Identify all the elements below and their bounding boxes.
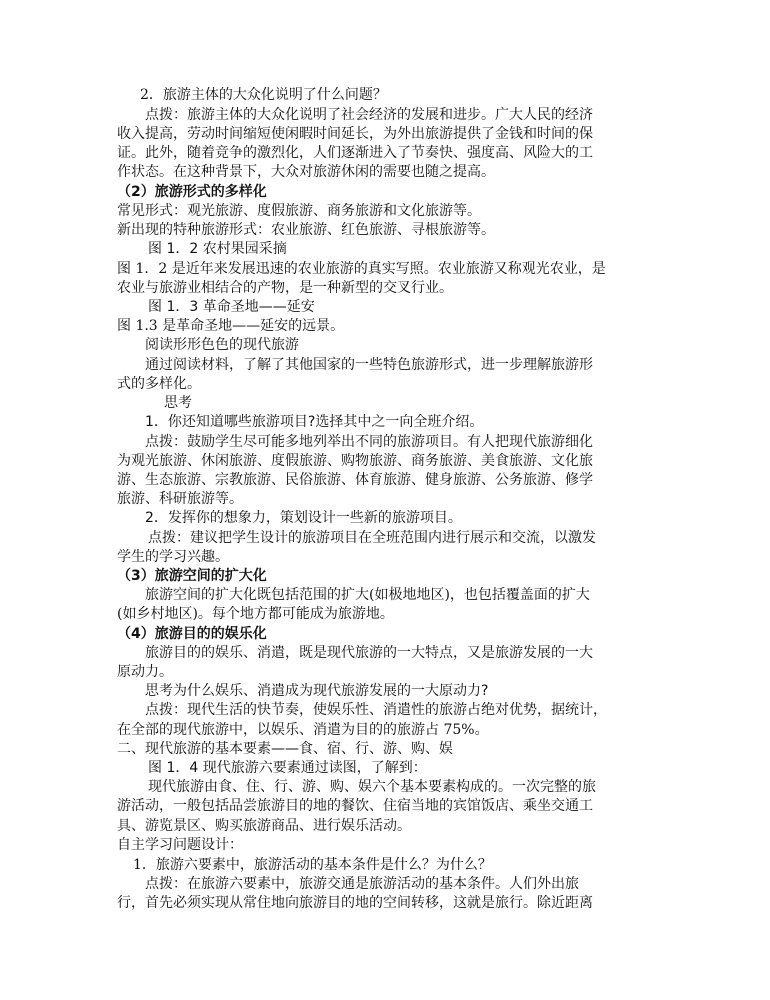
question-heading: 1．你还知道哪些旅游项目?选择其中之一向全班介绍。 [145,414,484,430]
text-line: 点拨：建议把学生设计的旅游项目在全班范围内进行展示和交流，以激发 [148,530,596,546]
section-heading: （2）旅游形式的多样化 [117,184,267,200]
text-line: 点拨：在旅游六要素中，旅游交通是旅游活动的基本条件。人们外出旅 [145,876,579,892]
text-line: 点拨：现代生活的快节奏，使娱乐性、消遣性的旅游占绝对优势，据统计， [145,702,607,718]
text-line: 旅游空间的扩大化既包括范围的扩大(如极地地区)，也包括覆盖面的扩大 [145,587,590,603]
text-line: 证。此外，随着竞争的激烈化，人们逐渐进入了节奏快、强度高、风险大的工 [117,145,593,161]
text-line: 思考 [164,395,192,411]
text-line: 2．旅游主体的大众化说明了什么问题？ [140,87,387,103]
text-line: 现代旅游由食、住、行、游、购、娱六个基本要素构成的。一次完整的旅 [148,779,596,795]
figure-caption: 图 1．2 农村果园采摘 [148,241,287,257]
text-line: 思考 [145,683,173,699]
text-line: 点拨：鼓励学生尽可能多地列举出不同的旅游项目。有人把现代旅游细化 [145,434,593,450]
question-heading: 为什么娱乐、消遣成为现代旅游发展的一大原动力? [173,683,489,699]
text-line: 点拨：旅游主体的大众化说明了社会经济的发展和进步。广大人民的经济 [145,107,593,123]
text-line: 旅游目的的娱乐、消遣，既是现代旅游的一大特点，又是旅游发展的一大 [145,645,593,661]
text-line: 行，首先必须实现从常住地向旅游目的地的空间转移，这就是旅行。除近距离 [117,895,593,911]
text-line: 具、游览景区、购买旅游商品、进行娱乐活动。 [117,818,411,834]
text-line: 式的多样化。 [117,376,201,392]
text-line: 常见形式：观光旅游、度假旅游、商务旅游和文化旅游等。 [117,203,481,219]
text-line: 学生的学习兴趣。 [117,549,229,565]
section-heading: 自主学习问题设计： [117,837,243,853]
text-line: 图 1.3 是革命圣地——延安的远景。 [117,318,345,334]
question-heading: 2．发挥你的想象力，策划设计一些新的旅游项目。 [145,510,462,526]
text-line: 1．旅游六要素中，旅游活动的基本条件是什么？为什么？ [133,857,492,873]
text-line: 原动力。 [117,664,173,680]
text-line: 收入提高，劳动时间缩短使闲暇时间延长，为外出旅游提供了金钱和时间的保 [117,126,593,142]
section-heading: （4）旅游目的的娱乐化 [117,626,267,642]
section-heading: 二、现代旅游的基本要素——食、宿、行、游、购、娱 [117,741,453,757]
section-heading: （3）旅游空间的扩大化 [117,568,267,584]
text-line: (如乡村地区)。每个地方都可能成为旅游地。 [117,606,394,622]
text-line: 为观光旅游、休闲旅游、度假旅游、购物旅游、商务旅游、美食旅游、文化旅 [117,453,593,469]
text-line: 通过阅读材料，了解了其他国家的一些特色旅游形式，进一步理解旅游形 [145,357,593,373]
text-line: 作状态。在这种背景下，大众对旅游休闲的需要也随之提高。 [117,164,495,180]
text-line: 阅读形形色色的现代旅游 [145,337,299,353]
text-line: 游活动，一般包括品尝旅游目的地的餐饮、住宿当地的宾馆饭店、乘坐交通工 [117,798,593,814]
text-line: 新出现的特种旅游形式：农业旅游、红色旅游、寻根旅游等。 [117,222,495,238]
text-line: 农业与旅游业相结合的产物，是一种新型的交叉行业。 [117,280,453,296]
text-line: 旅游、科研旅游等。 [117,491,243,507]
text-line: 游、生态旅游、宗教旅游、民俗旅游、体育旅游、健身旅游、公务旅游、修学 [117,472,593,488]
figure-caption: 图 1．3 革命圣地——延安 [148,299,315,315]
figure-caption: 图 1．4 现代旅游六要素通过读图，了解到： [148,760,427,776]
text-line: 在全部的现代旅游中，以娱乐、消遣为目的的旅游占 75%。 [117,722,489,738]
text-line: 图 1．2 是近年来发展迅速的农业旅游的真实写照。农业旅游又称观光农业，是 [117,261,606,277]
